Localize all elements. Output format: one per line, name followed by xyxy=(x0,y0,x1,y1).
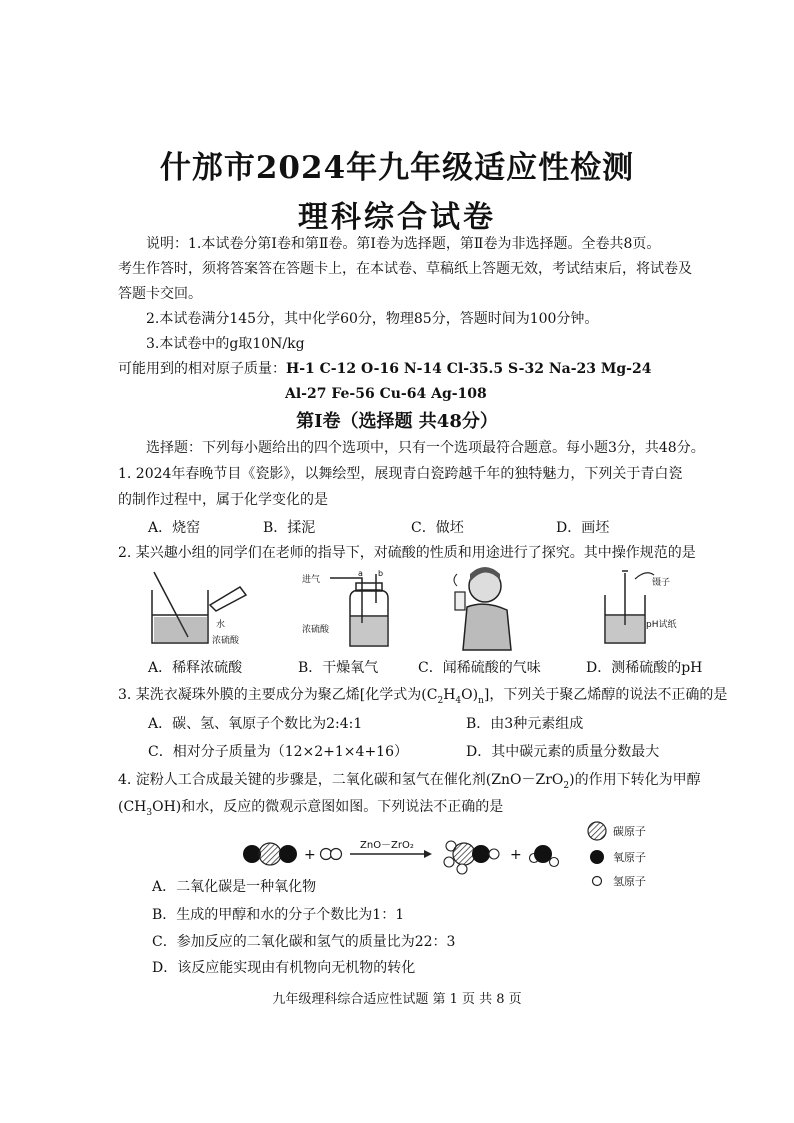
q1-stem-line-2: 的制作过程中，属于化学变化的是 xyxy=(118,492,328,508)
co2-oxygen-atom xyxy=(279,845,297,863)
label-conc-acid-2: 浓硫酸 xyxy=(302,625,330,635)
label-gas-in: 进气 xyxy=(302,575,321,585)
q4-option-a[interactable]: A．二氧化碳是一种氧化物 xyxy=(152,879,317,895)
q4-stem-line-1: 4. 淀粉人工合成最关键的步骤是，二氧化碳和氢气在催化剂(ZnO－ZrO$_2$)的作用下转化为甲醇 xyxy=(118,772,701,791)
legend-oxygen: 氧原子 xyxy=(613,851,646,864)
q1-option-b[interactable]: B．揉泥 xyxy=(263,520,316,536)
co2-oxygen-atom xyxy=(243,845,261,863)
hydrogen-atom-legend-icon xyxy=(593,877,602,886)
label-water: 水 xyxy=(216,620,226,630)
q2-figure-ph xyxy=(600,565,720,650)
q4-stem-line-2: $(CH_3OH)$和水，反应的微观示意图如图。下列说法不正确的是 xyxy=(118,799,504,818)
h2-hydrogen-atom xyxy=(331,849,342,860)
plus-sign: + xyxy=(304,847,316,863)
q2-option-a[interactable]: A．稀释浓硫酸 xyxy=(148,660,243,676)
q2-option-d[interactable]: D．测稀硫酸的pH xyxy=(586,660,703,676)
q4-option-b[interactable]: B．生成的甲醇和水的分子个数比为1：1 xyxy=(152,907,405,923)
q2-figure-dilute xyxy=(140,565,260,650)
q2-stem: 2. 某兴趣小组的同学们在老师的指导下，对硫酸的性质和用途进行了探究。其中操作规范的是 xyxy=(118,545,696,561)
instructions-line-1: 说明：1.本试卷分第Ⅰ卷和第Ⅱ卷。第Ⅰ卷为选择题，第Ⅱ卷为非选择题。全卷共8页。 xyxy=(146,236,661,252)
q3-option-a[interactable]: A．碳、氢、氧原子个数比为2:4:1 xyxy=(148,716,363,732)
oxygen-atom-legend-icon xyxy=(590,850,604,864)
q1-option-d[interactable]: D．画坯 xyxy=(556,520,610,536)
atomic-masses-line-2: Al-27 Fe-56 Cu-64 Ag-108 xyxy=(285,386,487,402)
q3-option-b[interactable]: B．由3种元素组成 xyxy=(466,716,584,732)
label-ph-paper: pH试纸 xyxy=(646,620,677,630)
q3-option-d[interactable]: D．其中碳元素的质量分数最大 xyxy=(466,744,660,760)
page-subtitle: 理科综合试卷 xyxy=(298,200,496,235)
label-b: b xyxy=(378,569,384,578)
atomic-masses-label: 可能用到的相对原子质量： xyxy=(118,361,286,377)
q1-stem-line-1: 1. 2024年春晚节目《瓷影》，以舞绘型，展现青白瓷跨越千年的独特魅力，下列关于青白瓷 xyxy=(118,466,683,482)
q2-figure-smell xyxy=(437,562,527,652)
q4-legend xyxy=(585,820,665,892)
instructions-line-2: 考生作答时，须将答案答在答题卡上，在本试卷、草稿纸上答题无效，考试结束后，将试卷及 xyxy=(118,261,692,277)
q1-option-a[interactable]: A．烧窑 xyxy=(148,520,201,536)
plus-sign-2: + xyxy=(510,847,522,863)
catalyst-label: ZnO－ZrO₂ xyxy=(360,840,414,851)
q2-option-b[interactable]: B．干燥氧气 xyxy=(298,660,379,676)
carbon-atom-legend-icon xyxy=(588,822,606,840)
atomic-masses-values-1: H-1 C-12 O-16 N-14 Cl-35.5 S-32 Na-23 Mg-24 xyxy=(286,361,652,377)
q4-option-c[interactable]: C．参加反应的二氧化碳和氢气的质量比为22：3 xyxy=(152,934,456,950)
q4-option-d[interactable]: D．该反应能实现由有机物向无机物的转化 xyxy=(152,960,416,976)
q2-option-c[interactable]: C．闻稀硫酸的气味 xyxy=(418,660,541,676)
instructions-line-5: 3.本试卷中的g取10N/kg xyxy=(146,336,305,352)
section-intro: 选择题：下列每小题给出的四个选项中，只有一个选项最符合题意。每小题3分，共48分。 xyxy=(146,440,705,456)
q1-option-c[interactable]: C．做坯 xyxy=(411,520,464,536)
methanol-carbon-atom xyxy=(453,843,475,865)
legend-carbon: 碳原子 xyxy=(613,825,646,838)
q3-option-c[interactable]: C．相对分子质量为（12×2+1×4+16） xyxy=(148,744,408,760)
legend-hydrogen: 氢原子 xyxy=(613,875,646,888)
label-a: a xyxy=(358,569,363,578)
page-footer: 九年级理科综合适应性试题 第 1 页 共 8 页 xyxy=(272,992,522,1007)
co2-carbon-atom xyxy=(259,843,281,865)
q2-figure-dry xyxy=(300,568,400,650)
label-tweezers: 镊子 xyxy=(652,578,671,588)
page-title: 什邡市2024年九年级适应性检测 xyxy=(159,150,635,186)
instructions-line-4: 2.本试卷满分145分，其中化学60分，物理85分，答题时间为100分钟。 xyxy=(146,311,599,327)
h2-hydrogen-atom xyxy=(321,849,332,860)
instructions-line-3: 答题卡交回。 xyxy=(118,286,202,302)
q3-stem: 3. 某洗衣凝珠外膜的主要成分为聚乙烯[化学式为$(C_2H_4O)_n$]，下列关于聚乙烯醇的说法不正确的是 xyxy=(118,687,728,706)
label-conc-acid: 浓硫酸 xyxy=(212,636,240,646)
methanol-oxygen-atom xyxy=(472,845,490,863)
section-title: 第Ⅰ卷（选择题 共48分） xyxy=(296,411,498,432)
atomic-masses-line-1 xyxy=(118,358,651,380)
